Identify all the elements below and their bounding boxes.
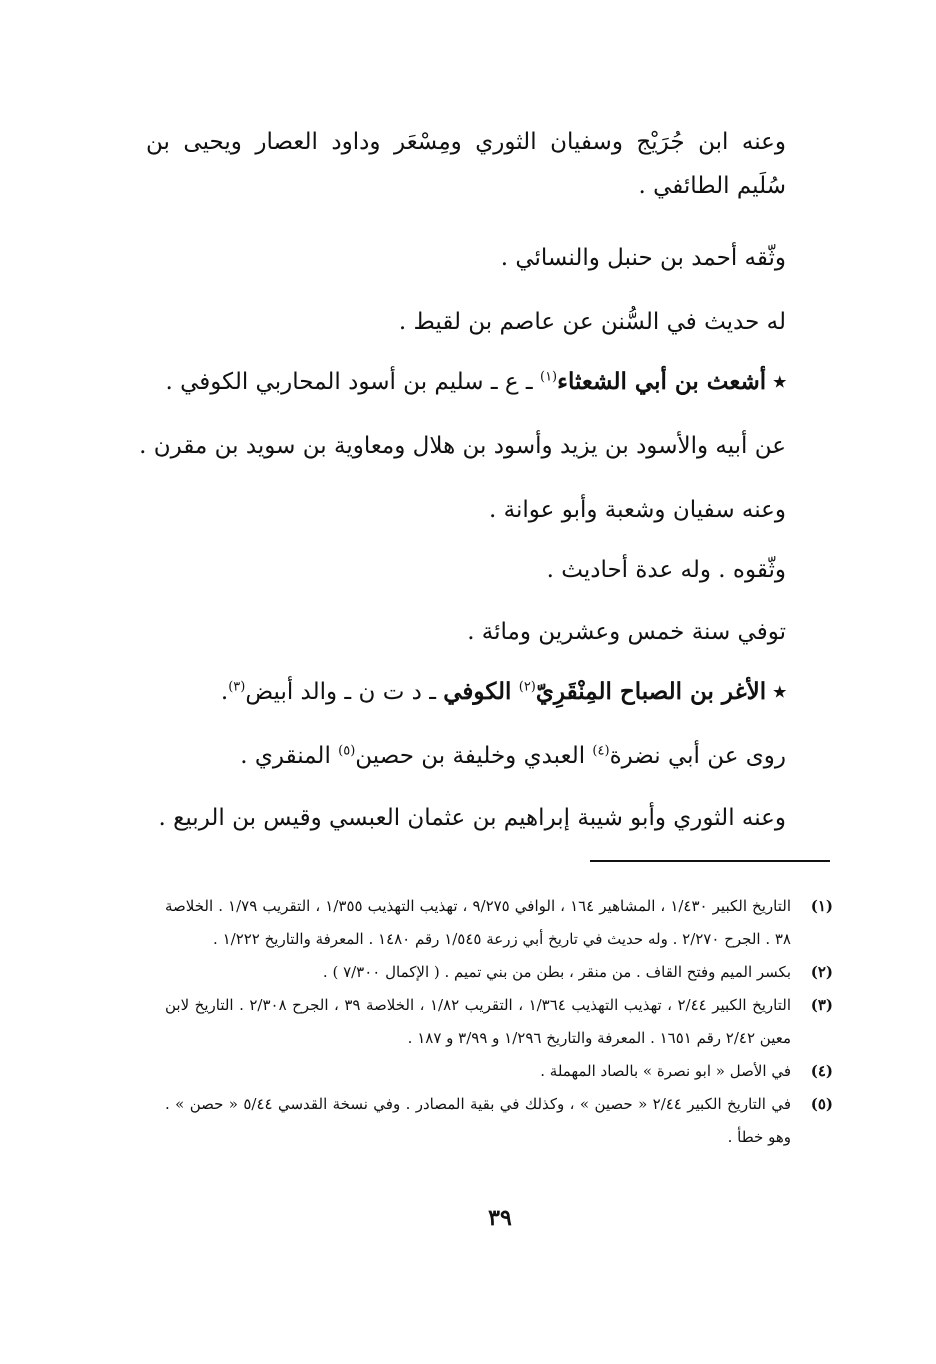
text-segment: روى عن أبي نضرة xyxy=(609,743,786,769)
paragraph-line: له حديث في السُّنن عن عاصم بن لقيط . xyxy=(398,309,786,335)
footnote-ref-4[interactable]: (٤) xyxy=(592,743,610,759)
entry-star-marker: ٭ xyxy=(773,678,786,705)
entry-details: ـ ع ـ سليم بن أسود المحاربي الكوفي . xyxy=(165,369,533,395)
footnote-number: (١) xyxy=(810,897,833,915)
footnote-text: في الأصل « ابو نصرة » بالصاد المهملة . xyxy=(540,1062,791,1080)
footnote-ref-2[interactable]: (٢) xyxy=(518,679,536,695)
footnote-ref-5[interactable]: (٥) xyxy=(338,743,356,759)
footnote-text: التاريخ الكبير ١/٤٣٠ ، المشاهير ١٦٤ ، الوافي ٩/٢٧٥ ، تهذيب التهذيب ١/٣٥٥ ، التقريب ١/٧٩ . الخلاصة ٣٨ . الجرح ٢/٢٧٠ . وله حديث في تاريخ أبي زرعة ١/٥٤٥ رقم ١٤٨٠ . المعرفة والتاريخ ١/٢٢٢ . xyxy=(165,897,791,948)
paragraph-line: توفي سنة خمس وعشرين ومائة . xyxy=(467,619,786,645)
paragraph-line: وعنه الثوري وأبو شيبة إبراهيم بن عثمان العبسي وقيس بن الربيع . xyxy=(158,805,786,831)
paragraph-line: عن أبيه والأسود بن يزيد وأسود بن هلال ومعاوية بن سويد بن مقرن . xyxy=(139,433,786,459)
entry-name-nisba: الكوفي xyxy=(443,678,512,705)
footnotes-block xyxy=(165,890,833,1154)
entry-heading-ashath xyxy=(146,360,786,404)
entry-star-marker: ٭ xyxy=(773,368,786,395)
footnote-item xyxy=(165,956,833,989)
footnote-number: (٥) xyxy=(810,1095,833,1113)
paragraph-line: وعنه سفيان وشعبة وأبو عوانة . xyxy=(489,497,786,523)
footnote-item xyxy=(165,1055,833,1088)
footnote-number: (٣) xyxy=(810,996,833,1014)
paragraph-line: وعنه ابن جُرَيْج وسفيان الثوري ومِسْعَر وداود العصار ويحيى بن سُلَيم الطائفي . xyxy=(146,129,786,199)
paragraph-line: وثّقوه . وله عدة أحاديث . xyxy=(546,557,786,583)
footnote-text: التاريخ الكبير ٢/٤٤ ، تهذيب التهذيب ١/٣٦٤ ، التقريب ١/٨٢ ، الخلاصة ٣٩ ، الجرح ٢/٣٠٨ . التاريخ لابن معين ٢/٤٢ رقم ١٦٥١ . المعرفة والتاريخ ١/٢٩٦ و ٣/٩٩ و ١٨٧ . xyxy=(165,996,792,1047)
footnote-text: في التاريخ الكبير ٢/٤٤ « حصين » ، وكذلك في بقية المصادر . وفي نسخة القدسي ٥/٤٤ « حصن » . وهو خطأ . xyxy=(165,1095,791,1146)
text-segment: العبدي وخليفة بن حصين xyxy=(355,743,586,769)
footnote-ref-1[interactable]: (١) xyxy=(539,369,558,385)
entry-name: الأغر بن الصباح المِنْقَرِيّ xyxy=(535,678,767,705)
footnote-item xyxy=(165,989,833,1055)
footnote-ref-3[interactable]: (٣) xyxy=(228,679,246,695)
entry-heading-aghar xyxy=(146,670,786,714)
footnote-text: بكسر الميم وفتح القاف . من منقر ، بطن من بني تميم . ( الإكمال ٧/٣٠٠ ) . xyxy=(322,963,791,981)
text-segment: المنقري . xyxy=(240,743,331,769)
footnote-number: (٤) xyxy=(810,1062,833,1080)
entry-end-dot: . xyxy=(220,679,229,705)
footnote-divider xyxy=(590,860,830,862)
entry-name: أشعث بن أبي الشعثاء xyxy=(557,368,767,395)
footnote-item xyxy=(165,890,833,956)
footnote-number: (٢) xyxy=(810,963,833,981)
paragraph-line xyxy=(146,734,786,778)
paragraph-line: وثّقه أحمد بن حنبل والنسائي . xyxy=(500,245,786,271)
footnote-item xyxy=(165,1088,833,1154)
entry-details: ـ د ت ن ـ والد أبيض xyxy=(245,679,436,705)
page-number: ٣٩ xyxy=(488,1205,512,1231)
